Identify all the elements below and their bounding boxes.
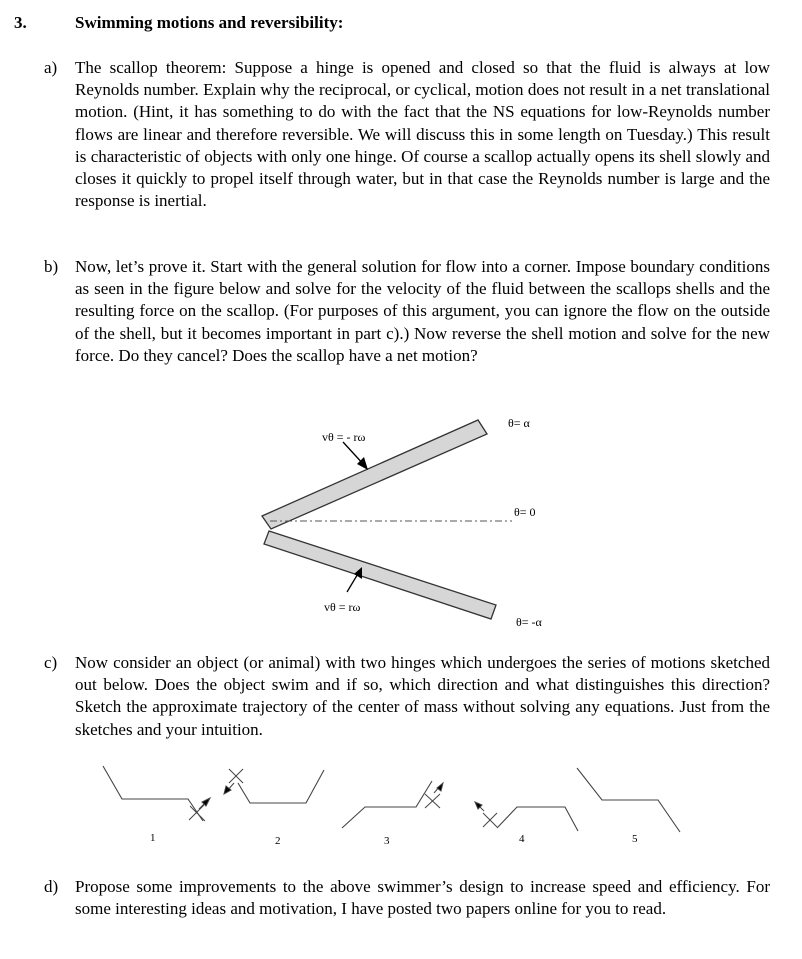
part-b-label: b)	[44, 257, 59, 276]
step-label-4: 4	[519, 833, 525, 845]
part-c-text: Now consider an object (or animal) with two hinges which undergoes the series of motions sketched out below. Does the object swim and if so, which direction and what distinguishes this direction? Sketch the approximate trajectory of the center of mass without solving any equations. Just from the sketches and your intuition.	[75, 653, 770, 739]
part-a-text: The scallop theorem: Suppose a hinge is opened and closed so that the fluid is always at low Reynolds number. Explain why the reciprocal, or cyclical, motion does not result in a net translational motion. (Hint, it has something to do with the fact that the NS equations for low-Reynolds number flows are linear and therefore reversible. We will discuss this in some length on Tuesday.) This result is characteristic of objects with only one hinge. Of course a scallop actually opens its shell slowly and closes it quickly to propel itself through water, but in that case the Reynolds number is large and the response is inertial.	[75, 58, 770, 211]
swimmer-pose-2	[238, 770, 324, 803]
question-title: Swimming motions and reversibility:	[75, 13, 344, 32]
rotation-marker-1	[189, 798, 210, 821]
part-d-label: d)	[44, 877, 59, 896]
part-d-text: Propose some improvements to the above swimmer’s design to increase speed and efficiency. For some interesting ideas and motivation, I have posted two papers online for you to read.	[75, 877, 770, 919]
rotation-marker-3	[425, 783, 443, 808]
swimmer-pose-4	[497, 807, 578, 831]
swimmer-pose-3	[342, 781, 432, 828]
step-label-1: 1	[150, 832, 156, 844]
step-label-2: 2	[275, 835, 281, 847]
rotation-marker-4	[475, 802, 497, 827]
angle-alpha-label: θ= α	[508, 416, 530, 430]
top-velocity-label: vθ = - rω	[322, 430, 366, 444]
step-label-5: 5	[632, 833, 638, 845]
question-number: 3.	[14, 13, 27, 32]
part-a-label: a)	[44, 58, 58, 77]
angle-minus-alpha-label: θ= -α	[516, 615, 542, 629]
part-d	[44, 876, 770, 920]
part-c-label: c)	[44, 653, 58, 672]
swimmer-pose-5	[577, 768, 680, 832]
rotation-marker-2	[224, 769, 243, 794]
step-label-3: 3	[384, 835, 390, 847]
part-b-text: Now, let’s prove it. Start with the general solution for flow into a corner. Impose boundary conditions as seen in the figure below and solve for the velocity of the fluid between the scallops shells and the resulting force on the scallop. (For purposes of this argument, you can ignore the flow on the outside of the shell, but it becomes important in part c).) Now reverse the shell motion and solve for the new force. Do they cancel? Does the scallop have a net motion?	[75, 257, 770, 365]
angle-zero-label: θ= 0	[514, 505, 536, 519]
swimmer-pose-1	[103, 766, 203, 821]
bottom-velocity-label: vθ = rω	[324, 600, 361, 614]
